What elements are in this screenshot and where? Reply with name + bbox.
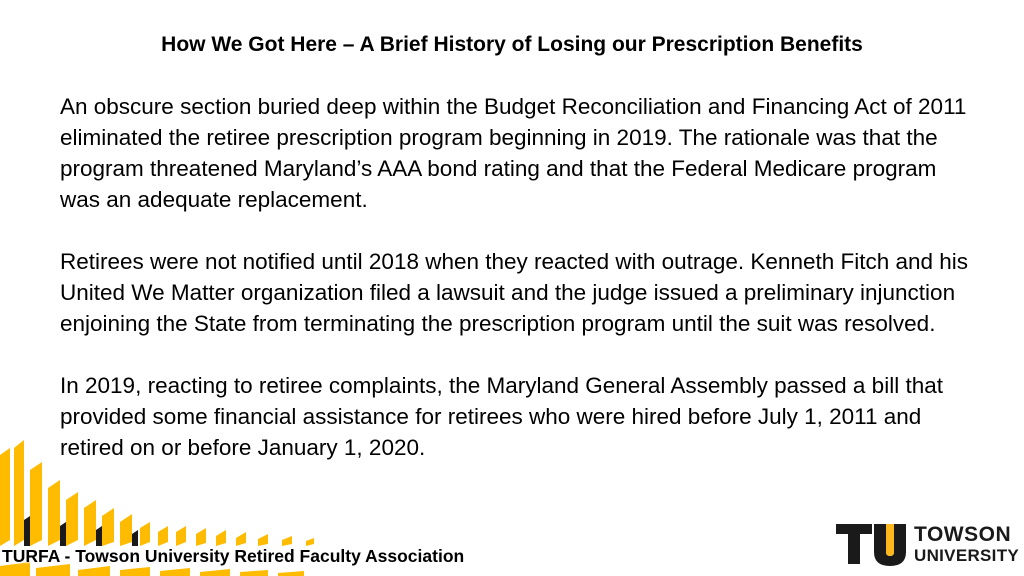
tu-logo-mark-icon [836,522,908,566]
logo-word-towson: TOWSON [914,523,1012,546]
paragraph-budget-act: An obscure section buried deep within the Budget Reconciliation and Financing Act of 2011 eliminated the retiree prescription program beginning in 2019. The rationale was that the program threatened Maryland’s AAA bond rating and that the Federal Medicare program was an adequate replacement. [60,94,967,212]
logo-word-university: UNIVERSITY [914,546,1020,565]
towson-university-logo [836,522,1022,568]
paragraph-general-assembly: In 2019, reacting to retiree complaints, the Maryland General Assembly passed a bill that provided some financial assistance for retirees who were hired before July 1, 2011 and retired on or before January 1, 2020. [60,373,943,460]
slide-body [60,91,970,463]
slide-title: How We Got Here – A Brief History of Losing our Prescription Benefits [161,33,863,56]
footer-organization: TURFA - Towson University Retired Faculty Association [2,546,465,566]
paragraph-lawsuit: Retirees were not notified until 2018 when they reacted with outrage. Kenneth Fitch and his United We Matter organization filed a lawsuit and the judge issued a preliminary injunction enjoining the State from terminating the prescription program until the suit was resolved. [60,249,969,336]
